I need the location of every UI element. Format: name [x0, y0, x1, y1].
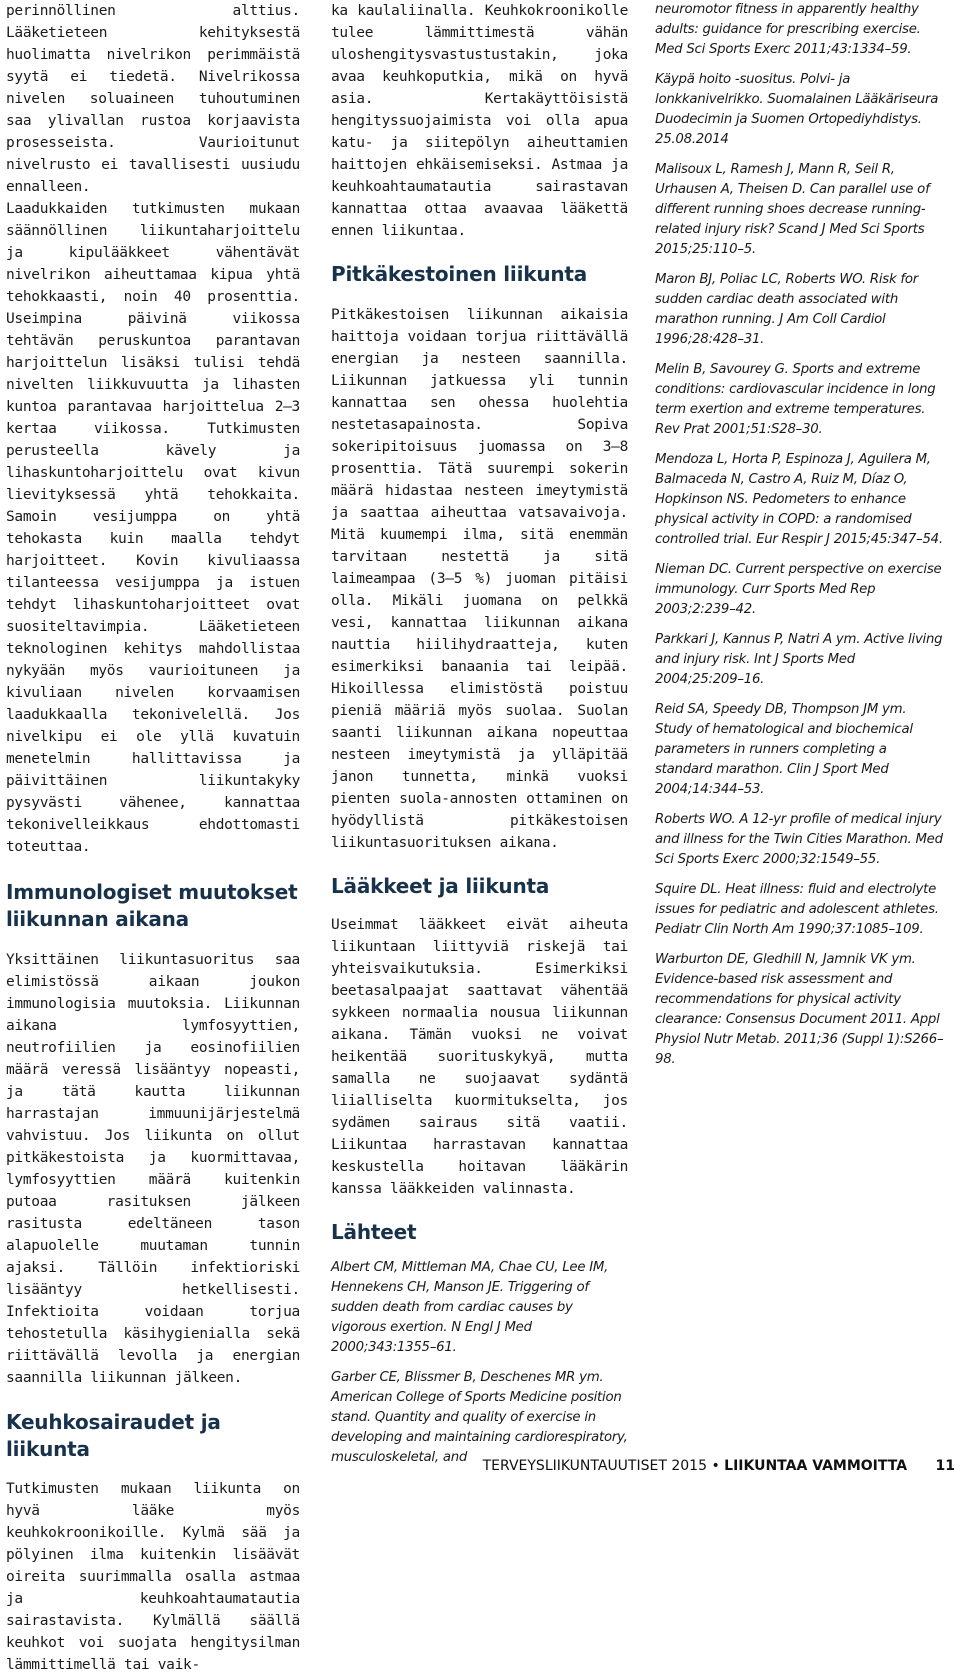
paragraph: Yksittäinen liikuntasuoritus saa elimistössä aikaan joukon immunologisia muutoksia. Liikunnan aikana lymfosyyttien, neutrofiilien ja eosinofiilien määrä veressä lisääntyy nopeasti, ja tätä kautta liikunnan harrastajan immuunijärjestelmä vahvistuu. Jos liikunta on ollut pitkäkestoista ja kuormittavaa, lymfosyyttien määrä kuitenkin putoaa rasituksen jälkeen rasitusta edeltäneen tason alapuolelle muutaman tunnin ajaksi. Tällöin infektioriski lisääntyy hetkellisesti. Infektioita voidaan torjua tehostetulla käsihygienialla sekä riittävällä levolla ja energian saannilla liikunnan jälkeen. — [6, 952, 300, 1386]
reference-item: Maron BJ, Poliac LC, Roberts WO. Risk for sudden cardiac death associated with marathon running. J Am Coll Cardiol 1996;28:428–31. — [655, 272, 918, 347]
reference-item: Mendoza L, Horta P, Espinoza J, Aguilera M, Balmaceda N, Castro A, Ruiz M, Díaz O, Hopkinson NS. Pedometers to enhance physical activity in COPD: a randomised controlled trial. Eur Respir J 2015;45:347–54. — [655, 452, 943, 547]
section-heading-immunologiset: Immunologiset muutokset liikunnan aikana — [6, 880, 298, 931]
section-heading-laakkeet: Lääkkeet ja liikunta — [331, 874, 550, 898]
reference-item: Parkkari J, Kannus P, Natri A ym. Active living and injury risk. Int J Sports Med 2004;25:209–16. — [655, 632, 943, 687]
paragraph: Pitkäkestoisen liikunnan aikaisia haittoja voidaan torjua riittävällä energian ja nesteen saannilla. Liikunnan jatkuessa yli tunnin kannattaa sen ohessa huolehtia nestetasapainosta. Sopiva sokeripitoisuus juomassa on 3–8 prosenttia. Tätä suurempi sokerin määrä hidastaa nesteen imeytymistä ja saattaa aiheuttaa vatsavaivoja. Mitä kuumempi ilma, sitä enemmän tarvitaan nestettä ja sitä laimeampaa (3–5 %) juoman pitäisi olla. Mikäli juomana on pelkkä vesi, kannattaa liikunnan aikana nauttia hiilihydraatteja, kuten esimerkiksi banaania tai leipää. Hikoillessa elimistöstä poistuu pieniä määriä myös suolaa. Suolan saanti liikunnan aikana nopeuttaa nesteen imeytymistä ja ylläpitää janon tunnetta, minkä vuoksi pienten suola-annosten ottaminen on hyödyllistä pitkäkestoisen liikuntasuorituksen aikana. — [331, 307, 628, 851]
footer-publication: TERVEYSLIIKUNTAUUTISET 2015 — [482, 1458, 707, 1474]
reference-item: Melin B, Savourey G. Sports and extreme conditions: cardiovascular incidence in long term exertion and extreme temperatures. Rev Prat 2001;51:S28–30. — [655, 362, 936, 437]
paragraph: Useimmat lääkkeet eivät aiheuta liikuntaan liittyviä riskejä tai yhteisvaikutuksia. Esimerkiksi beetasalpaajat saattavat vähentää sykkeen normaalia nousua liikunnan aikana. Tämän vuoksi ne voivat heikentää suorituskykyä, mutta samalla ne suojaavat sydäntä liialliselta kuormitukselta, jos sydämen sairaus sitä vaatii. Liikuntaa harrastavan kannattaa keskustella hoitavan lääkärin kanssa lääkkeiden valinnasta. — [331, 917, 628, 1197]
section-heading-pitkakestoinen: Pitkäkestoinen liikunta — [331, 262, 588, 286]
page-number: 11 — [935, 1458, 955, 1474]
paragraph: perinnöllinen alttius. Lääketieteen kehityksestä huolimatta nivelrikon perimmäistä syytä ei tiedetä. Nivelrikossa nivelen soluaineen tuhoutuminen saa ylivallan rustoa korjaavista prosesseista. Vaurioitunut nivelrusto ei tavallisesti uusiudu ennalleen. — [6, 3, 300, 195]
footer-separator: • — [711, 1458, 720, 1474]
page-footer — [330, 1458, 955, 1474]
reference-item: Squire DL. Heat illness: fluid and electrolyte issues for pediatric and adolescent athletes. Pediatr Clin North Am 1990;37:1085–109. — [655, 882, 939, 937]
reference-item: Warburton DE, Gledhill N, Jamnik VK ym. Evidence-based risk assessment and recommendations for physical activity clearance: Consensus Document 2011. Appl Physiol Nutr Metab. 2011;36 (Suppl 1):S266–98. — [655, 952, 944, 1067]
reference-item: Malisoux L, Ramesh J, Mann R, Seil R, Urhausen A, Theisen D. Can parallel use of different running shoes decrease running-related injury risk? Scand J Med Sci Sports 2015;25:110–5. — [655, 162, 930, 257]
paragraph: ka kaulaliinalla. Keuhkokroonikolle tulee lämmittimestä vähän uloshengitysvastustustakin, joka avaa keuhkoputkia, mikä on hyvä asia. Kertakäyttöisistä hengityssuojaimista voi olla apua katu- ja siitepölyn aiheuttamien haittojen ehkäisemiseksi. Astmaa ja keuhkoahtaumatautia sairastavan kannattaa ottaa avaavaa lääkettä ennen liikuntaa. — [331, 3, 628, 239]
footer-section: LIIKUNTAA VAMMOITTA — [724, 1458, 908, 1474]
section-heading-keuhkosairaudet: Keuhkosairaudet ja liikunta — [6, 1410, 221, 1461]
reference-item: Käypä hoito -suositus. Polvi- ja lonkkanivelrikko. Suomalainen Lääkäriseura Duodecimin ja Suomen Ortopediyhdistys. 25.08.2014 — [655, 72, 939, 147]
reference-item: Nieman DC. Current perspective on exercise immunology. Curr Sports Med Rep 2003;2:239–42. — [655, 562, 942, 617]
section-heading-lahteet: Lähteet — [331, 1220, 417, 1244]
paragraph: Tutkimusten mukaan liikunta on hyvä lääke myös keuhkokroonikoille. Kylmä sää ja pölyinen ilma kuitenkin lisäävät oireita suurimmalla osalla astmaa ja keuhkoahtaumatautia sairastavista. Kylmällä säällä keuhkot voi suojata hengitysilman lämmittimellä tai vaik- — [6, 1481, 300, 1673]
paragraph: Laadukkaiden tutkimusten mukaan säännöllinen liikuntaharjoittelu ja kipulääkkeet vähentävät nivelrikon aiheuttamaa kipua yhtä tehokkaasti, noin 40 prosenttia. Useimpina päivinä viikossa tehtävän peruskuntoa parantavan harjoittelun lisäksi tulisi tehdä nivelten liikkuvuutta ja lihasten kuntoa parantavaa harjoittelua 2–3 kertaa viikossa. Tutkimusten perusteella kävely ja lihaskuntoharjoittelu ovat kivun lievityksessä yhtä tehokkaita. Samoin vesijumppa on yhtä tehokasta kuin maalla tehdyt harjoitteet. Kovin kivuliaassa tilanteessa vesijumppa ja istuen tehdyt lihaskuntoharjoitteet ovat suositeltavimpia. Lääketieteen teknologinen kehitys mahdollistaa nykyään myös vaurioituneen ja kivuliaan nivelen korvaamisen laadukkaalla tekonivelellä. Jos nivelkipu ei ole yllä kuvatuin menetelmin hallittavissa ja päivittäinen liikuntakyky pysyvästi vähenee, kannattaa tekonivelleikkaus ehdottomasti toteuttaa. — [6, 201, 300, 855]
reference-item: Garber CE, Blissmer B, Deschenes MR ym. American College of Sports Medicine position stand. Quantity and quality of exercise in developing and maintaining cardiorespiratory, musculoskeletal, and — [331, 1370, 628, 1465]
column-1 — [6, 0, 300, 1676]
column-3-references — [655, 0, 945, 1080]
reference-item: Reid SA, Speedy DB, Thompson JM ym. Study of hematological and biochemical parameters in runners completing a standard marathon. Clin J Sport Med 2004;14:344–53. — [655, 702, 913, 797]
reference-item: neuromotor fitness in apparently healthy adults: guidance for prescribing exercise. Med Sci Sports Exerc 2011;43:1334–59. — [655, 2, 921, 57]
reference-item: Albert CM, Mittleman MA, Chae CU, Lee IM, Hennekens CH, Manson JE. Triggering of sudden death from cardiac causes by vigorous exertion. N Engl J Med 2000;343:1355–61. — [331, 1260, 609, 1355]
column-2 — [331, 0, 628, 1478]
reference-item: Roberts WO. A 12-yr profile of medical injury and illness for the Twin Cities Marathon. Med Sci Sports Exerc 2000;32:1549–55. — [655, 812, 943, 867]
